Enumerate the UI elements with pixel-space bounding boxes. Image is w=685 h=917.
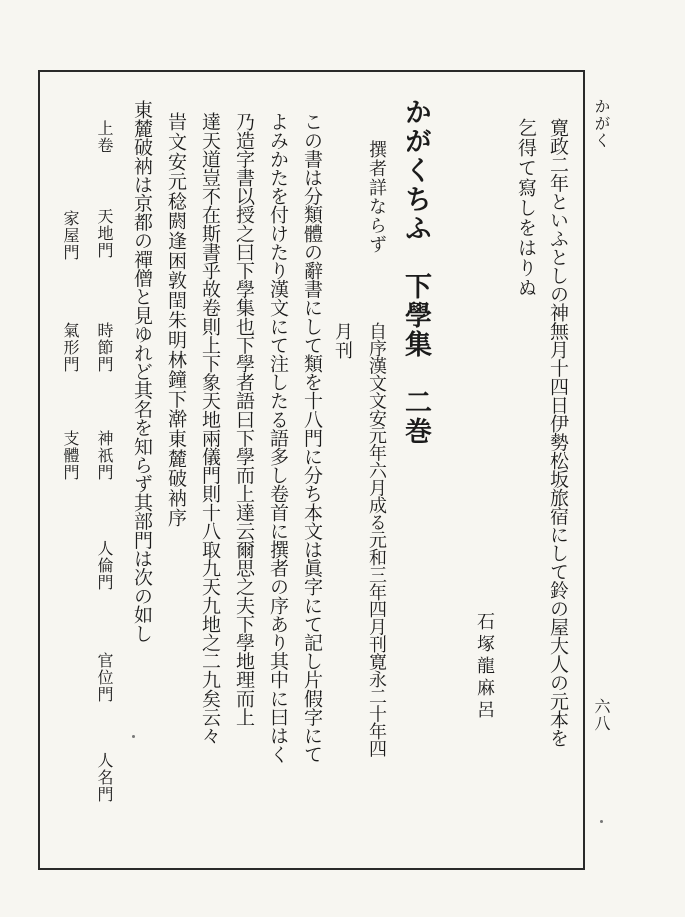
- volume-label: 上卷: [95, 120, 114, 154]
- description-line-5: 旹文安元稔閼逢困敦閏朱明林鐘下澣東麓破衲序: [165, 112, 187, 528]
- category-jingi: 神祇門: [95, 430, 114, 481]
- category-shitai: 支體門: [61, 430, 80, 481]
- description-line-4: 達天道豈不在斯書乎故卷則上下象天地兩儀門則十八取九天九地之二九矣云々: [199, 112, 221, 745]
- colophon-signature: 石塚龍麻呂: [474, 612, 495, 722]
- colophon-line-2: 乞得て寫しをはりぬ: [515, 118, 537, 298]
- print-speck: [600, 820, 603, 823]
- entry-author: 撰者詳ならず: [366, 140, 387, 254]
- description-line-3: 乃造字書以授之曰下學集也下學者語曰下學而上達云爾思之夫下學地理而上: [233, 112, 255, 726]
- category-jisetsu: 時節門: [95, 322, 114, 373]
- description-line-6: 東麓破衲は京都の禪僧と見ゆれど其名を知らず其部門は次の如し: [131, 100, 153, 643]
- description-line-1: この書は分類體の辭書にして類を十八門に分ち本文は眞字にて記し片假字にて: [301, 112, 323, 764]
- colophon-line-1: 寛政二年といふとしの神無月十四日伊勢松坂旅宿にして鈴の屋大人の元本を: [547, 118, 569, 747]
- category-tenchi: 天地門: [95, 208, 114, 259]
- category-kani: 官位門: [95, 652, 114, 703]
- entry-details: 自序漢文文安元年六月成る元和三年四月刊寛永二十年四: [366, 322, 387, 758]
- entry-title: かがくちふ 下學集 二巻: [400, 98, 431, 446]
- category-jinmei: 人名門: [95, 752, 114, 803]
- category-kaoku: 家屋門: [61, 210, 80, 261]
- page-number: 六八: [592, 698, 611, 732]
- description-line-2: よみかたを付けたり漢文にて注したる語多し卷首に撰者の序あり其中に曰はく: [267, 112, 289, 764]
- print-speck: [132, 735, 135, 738]
- running-head: かがく: [592, 98, 611, 149]
- category-jinrin: 人倫門: [95, 540, 114, 591]
- entry-details-cont: 月刊: [332, 322, 353, 360]
- category-kikei: 氣形門: [61, 322, 80, 373]
